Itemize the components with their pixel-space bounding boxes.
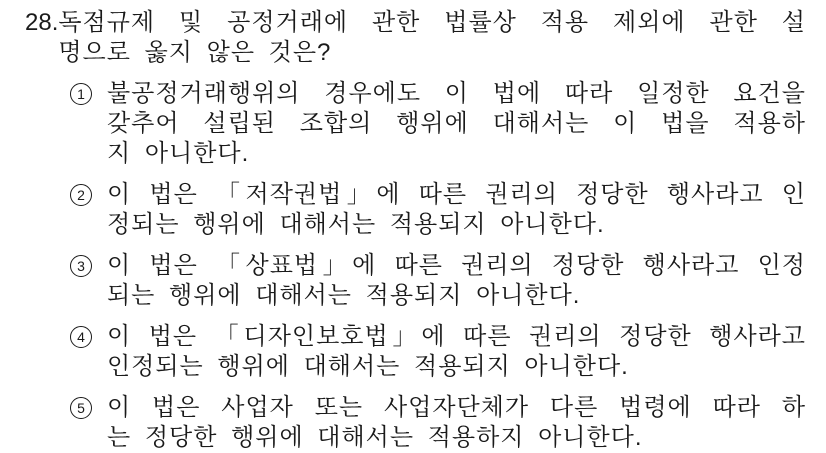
question-text <box>58 8 806 68</box>
option-line: 지 아니한다. <box>107 140 250 167</box>
option-3-circled-number <box>70 255 92 277</box>
option-4-circled-number <box>70 326 92 348</box>
option-4-text <box>107 322 806 382</box>
option-4 <box>70 322 826 382</box>
option-4-digit: 4 <box>77 329 85 345</box>
option-2 <box>70 180 826 240</box>
option-5 <box>70 393 826 453</box>
option-1-text <box>107 79 806 169</box>
option-line: 이 법은 「저작권법」에 따른 권리의 정당한 행사라고 인 <box>107 181 806 208</box>
question-line: 명으로 옳지 않은 것은? <box>58 39 332 66</box>
option-2-digit: 2 <box>77 187 85 203</box>
option-line: 이 법은 사업자 또는 사업자단체가 다른 법령에 따라 하 <box>107 394 806 421</box>
question-block <box>25 8 826 68</box>
option-2-text <box>107 180 806 240</box>
question-number: 28. <box>25 9 59 36</box>
option-line: 되는 행위에 대해서는 적용되지 아니한다. <box>107 282 581 309</box>
option-line: 는 정당한 행위에 대해서는 적용하지 아니한다. <box>107 424 643 451</box>
option-1-digit: 1 <box>77 86 85 102</box>
option-3 <box>70 251 826 311</box>
option-line: 이 법은 「디자인보호법」에 따른 권리의 정당한 행사라고 <box>107 323 806 350</box>
option-line: 갖추어 설립된 조합의 행위에 대해서는 이 법을 적용하 <box>107 110 806 137</box>
option-1-circled-number <box>70 83 92 105</box>
option-2-circled-number <box>70 184 92 206</box>
option-line: 불공정거래행위의 경우에도 이 법에 따라 일정한 요건을 <box>107 80 806 107</box>
option-5-circled-number <box>70 397 92 419</box>
option-line: 이 법은 「상표법」에 따른 권리의 정당한 행사라고 인정 <box>107 252 806 279</box>
option-3-text <box>107 251 806 311</box>
question-line: 독점규제 및 공정거래에 관한 법률상 적용 제외에 관한 설 <box>58 9 806 36</box>
option-5-text <box>107 393 806 453</box>
option-3-digit: 3 <box>77 258 85 274</box>
option-line: 인정되는 행위에 대해서는 적용되지 아니한다. <box>107 353 629 380</box>
option-5-digit: 5 <box>77 400 85 416</box>
option-line: 정되는 행위에 대해서는 적용되지 아니한다. <box>107 211 605 238</box>
option-1 <box>70 79 826 169</box>
